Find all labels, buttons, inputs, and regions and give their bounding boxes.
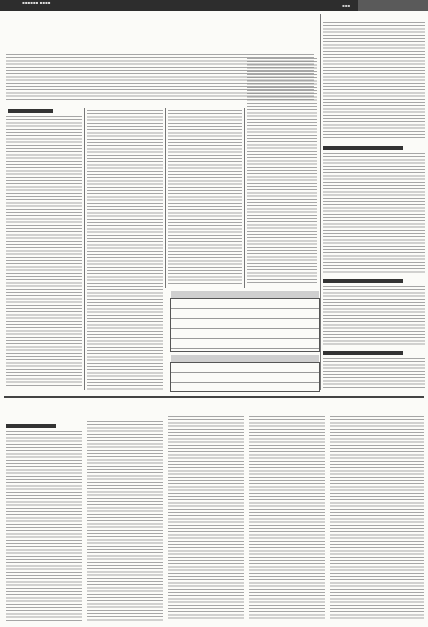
table-caption: [171, 291, 319, 298]
side-article-text: [323, 153, 425, 273]
right-section-tab: [358, 0, 428, 11]
article-column: [247, 58, 317, 285]
article-column: [6, 431, 82, 621]
data-table: [170, 298, 320, 352]
subheading: [8, 109, 53, 113]
issue-date-text: ▪▪▪▪▪▪ ▪▪▪▪: [22, 0, 51, 5]
article-column: [249, 416, 325, 621]
column-divider: [165, 108, 166, 288]
side-article-text: [323, 358, 425, 390]
side-subheading: [323, 279, 403, 283]
side-article-text: [323, 286, 425, 346]
article-column: [87, 110, 163, 390]
editor-text: ▪▪▪: [342, 3, 351, 8]
data-table: [170, 362, 320, 392]
page-header-bar: [0, 0, 428, 11]
table-caption: [171, 355, 319, 362]
subheading: [6, 424, 56, 428]
side-subheading: [323, 351, 403, 355]
column-divider: [320, 14, 321, 390]
side-subheading: [323, 146, 403, 150]
article-column: [168, 416, 244, 621]
side-article-text: [323, 22, 425, 140]
article-column: [168, 110, 242, 285]
column-divider: [84, 108, 85, 390]
article-column: [87, 421, 163, 621]
article-column: [6, 116, 82, 386]
article-column: [330, 416, 424, 621]
column-divider: [244, 108, 245, 288]
section-divider: [4, 396, 424, 398]
